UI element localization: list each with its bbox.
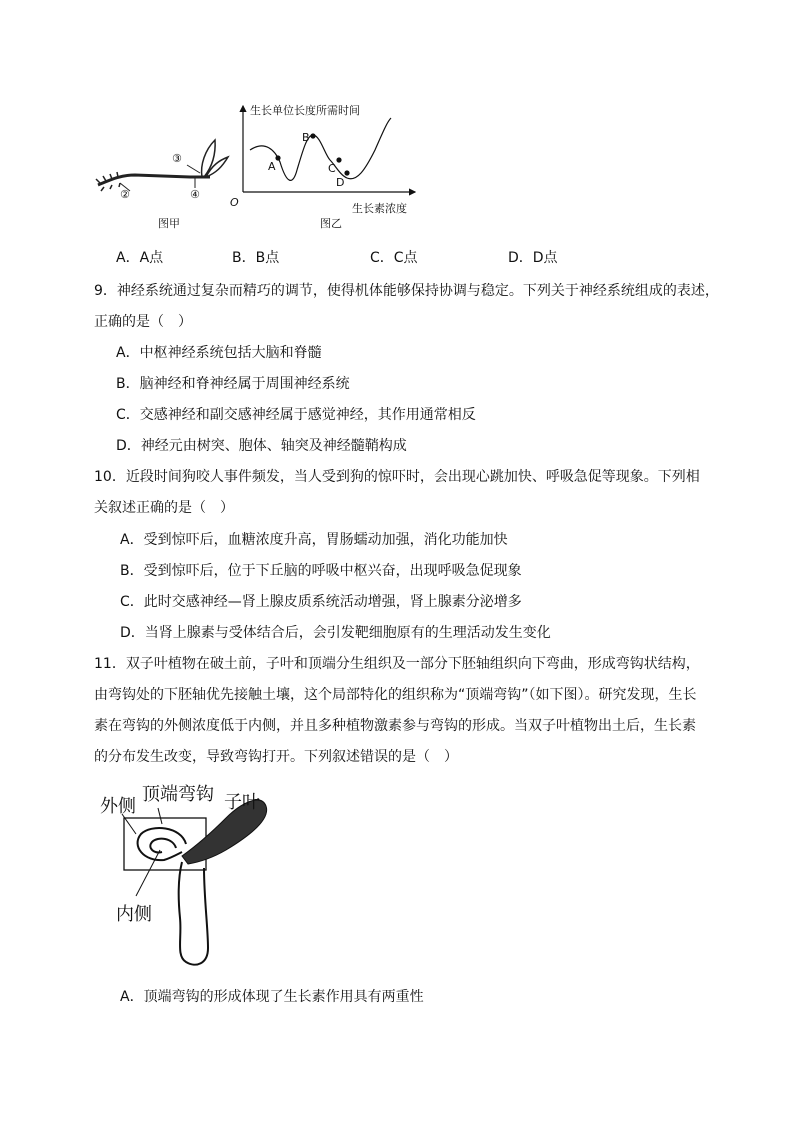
q8-option-b[interactable]: B．B点 bbox=[232, 250, 280, 266]
q11-stem-line1: 11．双子叶植物在破土前，子叶和顶端分生组织及一部分下胚轴组织向下弯曲，形成弯钩状结构， bbox=[94, 656, 700, 672]
figure-a-label-4: ④ bbox=[190, 188, 200, 201]
q9-option-c[interactable]: C．交感神经和副交感神经属于感觉神经，其作用通常相反 bbox=[116, 407, 476, 423]
apical-hook-figure bbox=[96, 778, 286, 978]
q11-stem-line3: 素在弯钩的外侧浓度低于内侧，并且多种植物激素参与弯钩的形成。当双子叶植物出土后，生长素 bbox=[94, 718, 696, 734]
hook-label-inner: 内侧 bbox=[116, 904, 152, 925]
q8-option-c[interactable]: C．C点 bbox=[370, 250, 418, 266]
q10-option-a[interactable]: A．受到惊吓后，血糖浓度升高，胃肠蠕动加强，消化功能加快 bbox=[120, 532, 508, 548]
q10-option-d[interactable]: D．当肾上腺素与受体结合后，会引发靶细胞原有的生理活动发生变化 bbox=[120, 625, 551, 641]
graph-label-c: C bbox=[328, 162, 336, 175]
graph-point-a bbox=[275, 155, 280, 160]
hook-label-apical-hook: 顶端弯钩 bbox=[142, 784, 214, 805]
hook-label-outer: 外侧 bbox=[100, 796, 136, 817]
q9-option-a[interactable]: A．中枢神经系统包括大脑和脊髓 bbox=[116, 345, 322, 361]
graph-label-b: B bbox=[302, 131, 310, 144]
graph-label-d: D bbox=[336, 176, 345, 189]
graph-point-b bbox=[310, 133, 315, 138]
figure-a-caption: 图甲 bbox=[158, 217, 180, 230]
q8-option-d[interactable]: D．D点 bbox=[508, 250, 558, 266]
q10-option-b[interactable]: B．受到惊吓后，位于下丘脑的呼吸中枢兴奋，出现呼吸急促现象 bbox=[120, 563, 522, 579]
q9-stem-line1: 9．神经系统通过复杂而精巧的调节，使得机体能够保持协调与稳定。下列关于神经系统组成的表述， bbox=[94, 283, 719, 299]
q11-stem-line2: 由弯钩处的下胚轴优先接触土壤，这个局部特化的组织称为“顶端弯钩”（如下图）。研究发现，生长 bbox=[94, 687, 697, 703]
q11-stem-line4: 的分布发生改变，导致弯钩打开。下列叙述错误的是（ ） bbox=[94, 749, 458, 765]
q8-option-a[interactable]: A．A点 bbox=[116, 250, 164, 266]
graph-point-c bbox=[336, 157, 341, 162]
figure-a-label-3: ③ bbox=[172, 152, 182, 165]
q10-option-c[interactable]: C．此时交感神经—肾上腺皮质系统活动增强，肾上腺素分泌增多 bbox=[120, 594, 522, 610]
q10-stem-line1: 10．近段时间狗咬人事件频发，当人受到狗的惊吓时，会出现心跳加快、呼吸急促等现象。下列相 bbox=[94, 469, 700, 485]
graph-y-axis-label: 生长单位长度所需时间 bbox=[250, 104, 360, 117]
figure-b-caption: 图乙 bbox=[320, 217, 342, 230]
graph-point-d bbox=[344, 170, 349, 175]
q10-stem-line2: 关叙述正确的是（ ） bbox=[94, 500, 234, 516]
hook-label-cotyledon: 子叶 bbox=[224, 792, 260, 813]
figure-a-plant-drawing bbox=[90, 125, 230, 210]
figure-a-label-2: ② bbox=[120, 188, 130, 201]
figure-group-top bbox=[90, 100, 420, 235]
q9-stem-line2: 正确的是（ ） bbox=[94, 314, 192, 330]
q9-option-d[interactable]: D．神经元由树突、胞体、轴突及神经髓鞘构成 bbox=[116, 438, 407, 454]
q11-option-a[interactable]: A．顶端弯钩的形成体现了生长素作用具有两重性 bbox=[120, 989, 424, 1005]
graph-label-a: A bbox=[268, 160, 276, 173]
graph-origin-label: O bbox=[230, 196, 239, 209]
q9-option-b[interactable]: B．脑神经和脊神经属于周围神经系统 bbox=[116, 376, 350, 392]
graph-x-axis-label: 生长素浓度 bbox=[352, 202, 407, 215]
